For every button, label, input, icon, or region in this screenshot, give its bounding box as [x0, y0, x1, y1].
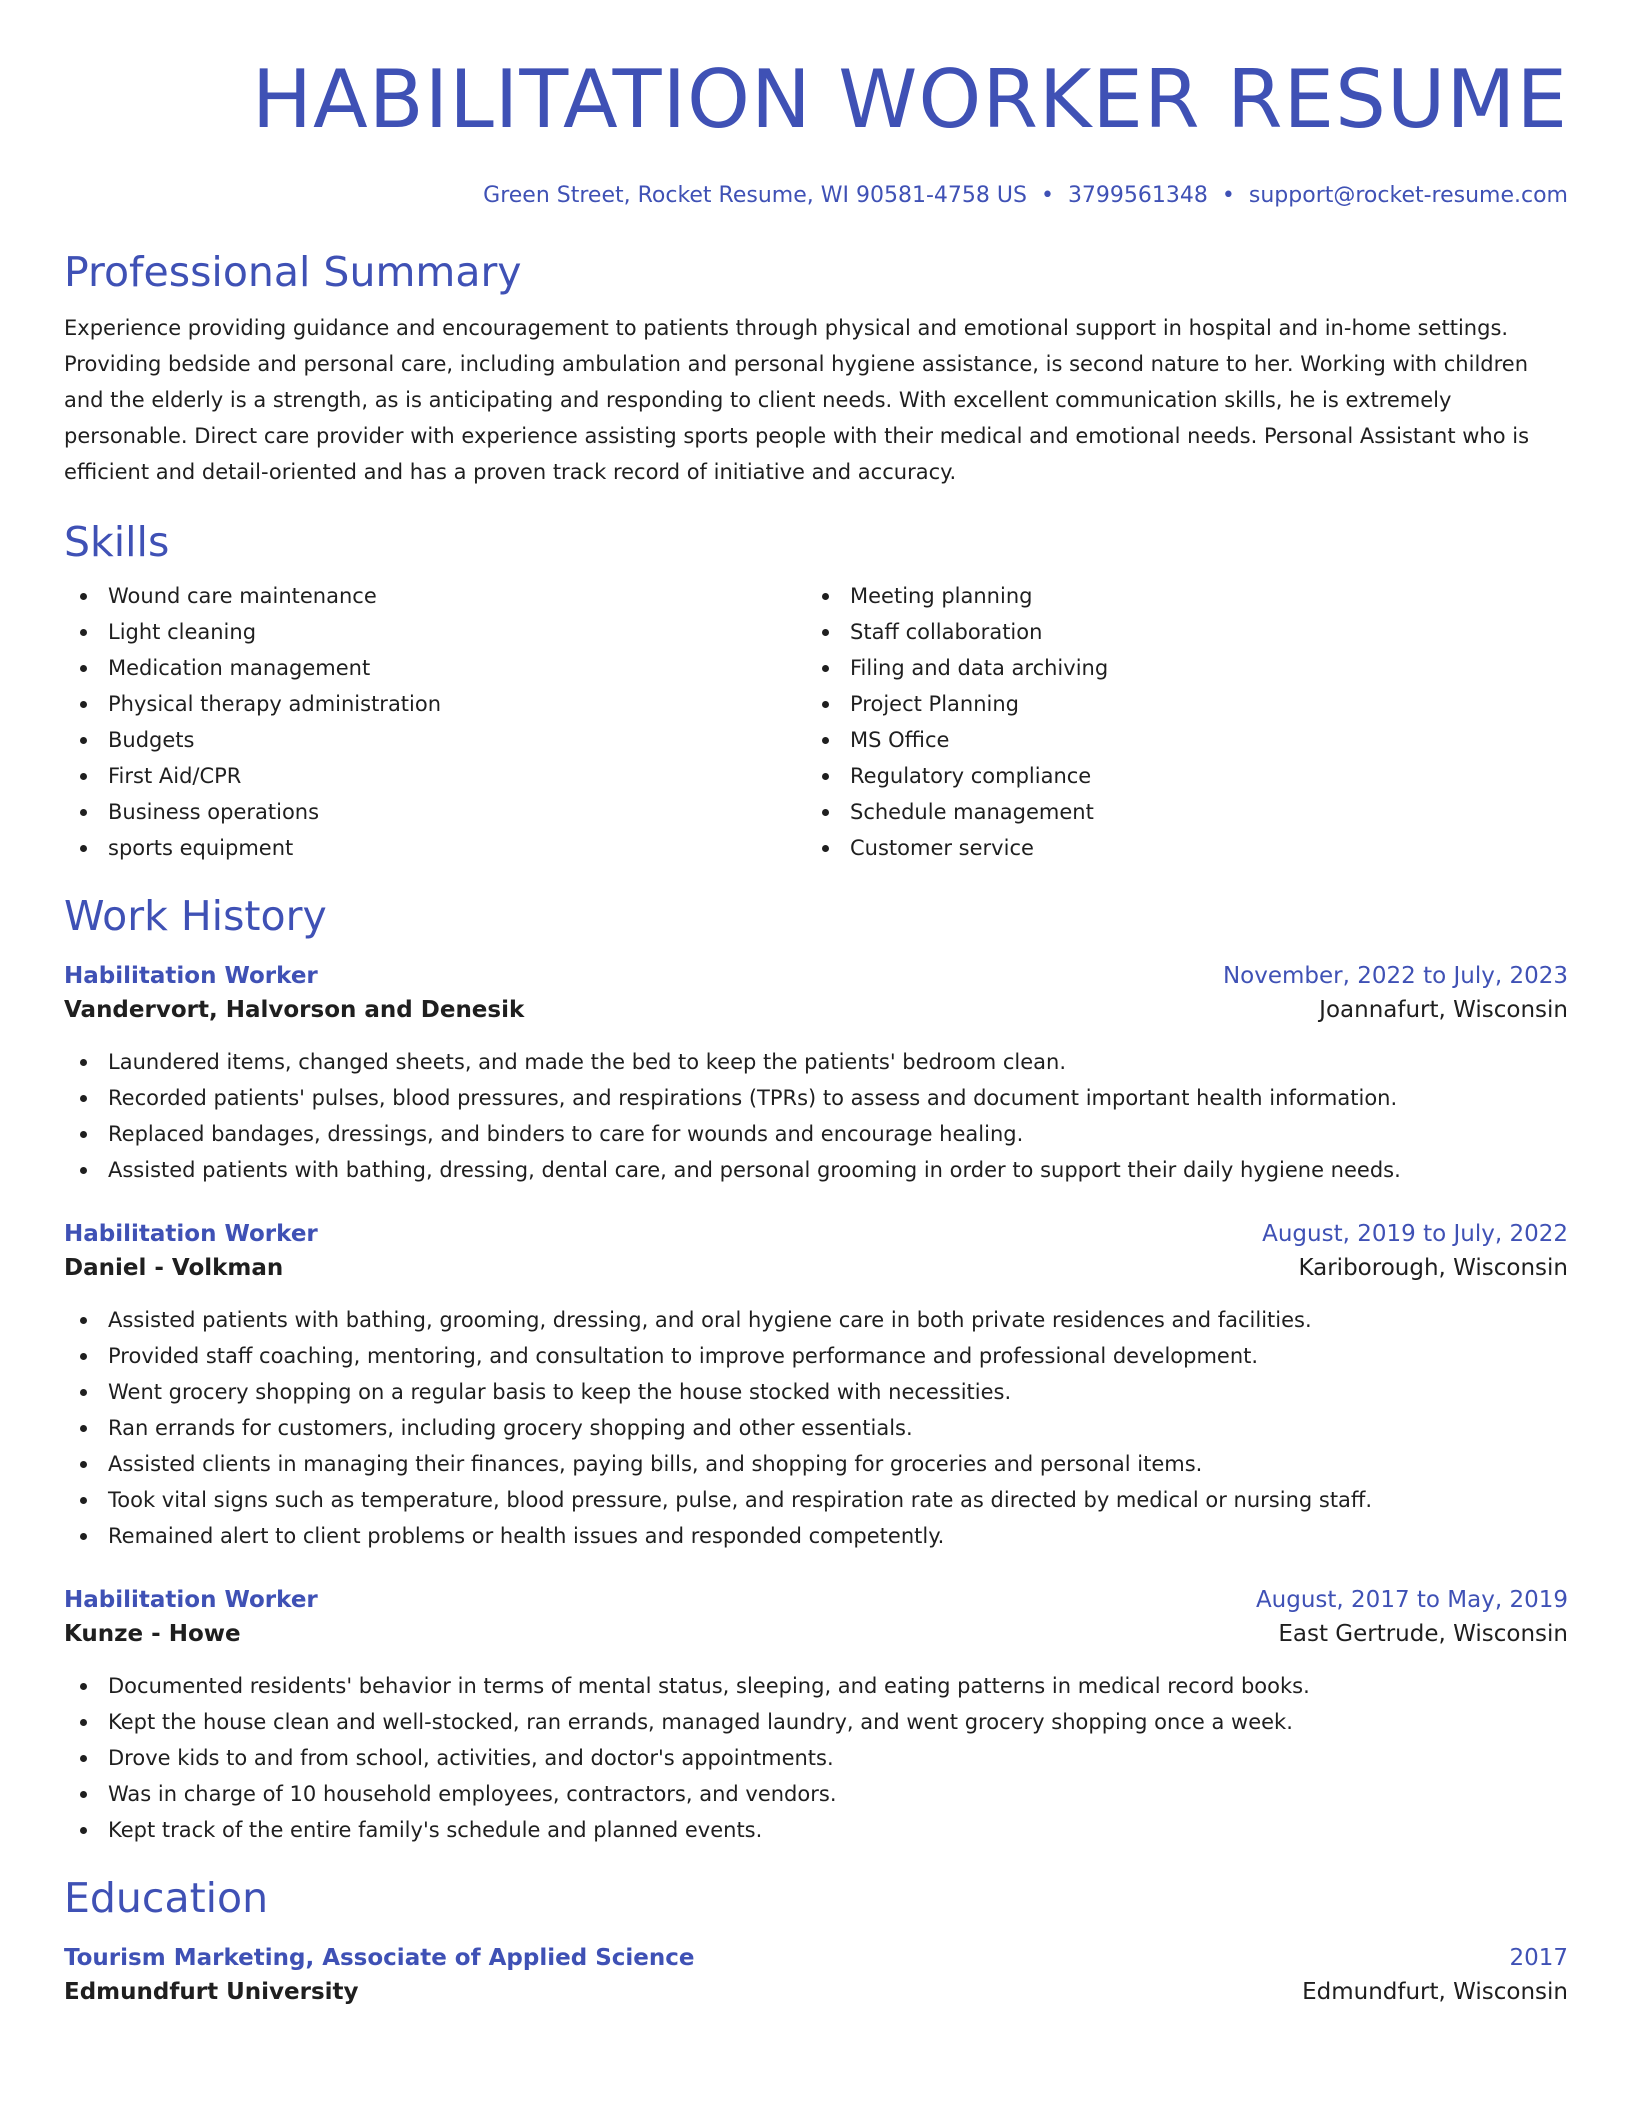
job-dates: August, 2017 to May, 2019 [1255, 1587, 1568, 1613]
summary-section [64, 248, 1568, 490]
job-company-row [64, 1250, 1568, 1286]
contact-address: Green Street, Rocket Resume, WI 90581-4758 US [483, 183, 1027, 208]
resume-header [64, 0, 1568, 210]
job-bullet: Kept the house clean and well-stocked, ran errands, managed laundry, and went grocery shopping once a week. [64, 1704, 1568, 1740]
work-history-heading: Work History [64, 892, 327, 940]
job-title: Habilitation Worker [64, 1221, 318, 1247]
education-degree: Tourism Marketing, Associate of Applied Science [64, 1945, 695, 1971]
education-school-row [64, 1974, 1568, 2010]
resume-title: HABILITATION WORKER RESUME [251, 53, 1568, 146]
job-bullet: Assisted patients with bathing, grooming, dressing, and oral hygiene care in both private residences and facilities. [64, 1302, 1568, 1338]
education-heading: Education [64, 1874, 269, 1922]
job-dates: November, 2022 to July, 2023 [1222, 963, 1568, 989]
skill-item: Schedule management [806, 794, 1568, 830]
contact-separator: • [1040, 183, 1054, 208]
job-company-row [64, 1616, 1568, 1652]
skill-item: Physical therapy administration [64, 686, 806, 722]
job-bullet: Recorded patients' pulses, blood pressures, and respirations (TPRs) to assess and document important health information. [64, 1080, 1568, 1116]
skills-right-list [806, 578, 1568, 866]
job-title: Habilitation Worker [64, 963, 318, 989]
skill-item: Budgets [64, 722, 806, 758]
summary-heading: Professional Summary [64, 248, 522, 296]
education-header-row [64, 1942, 1568, 1974]
skills-columns [64, 578, 1568, 866]
job-bullet: Drove kids to and from school, activities, and doctor's appointments. [64, 1740, 1568, 1776]
contact-line [64, 182, 1568, 210]
skill-item: Filing and data archiving [806, 650, 1568, 686]
education-entry [64, 1942, 1568, 2010]
summary-text: Experience providing guidance and encouragement to patients through physical and emotional support in hospital and in-home settings. Providing bedside and personal care, including ambulation and personal hygiene assistance, is second nature to her. Working with children and the elderly is a strength, as is anticipating and responding to client needs. With excellent communication skills, he is extremely personable. Direct care provider with experience assisting sports people with their medical and emotional needs. Personal Assistant who is efficient and detail-oriented and has a proven track record of initiative and accuracy. [64, 316, 1530, 484]
job-title: Habilitation Worker [64, 1587, 318, 1613]
skill-item: sports equipment [64, 830, 806, 866]
skill-item: Meeting planning [806, 578, 1568, 614]
skills-section [64, 518, 1568, 866]
job-location: East Gertrude, Wisconsin [1278, 1621, 1568, 1647]
job-header-row [64, 960, 1568, 992]
job-bullets [64, 1044, 1568, 1188]
skill-item: MS Office [806, 722, 1568, 758]
skill-item: Staff collaboration [806, 614, 1568, 650]
job-entry [64, 1218, 1568, 1554]
job-header-row [64, 1584, 1568, 1616]
job-header-row [64, 1218, 1568, 1250]
skill-item: Light cleaning [64, 614, 806, 650]
job-bullets [64, 1668, 1568, 1848]
job-bullet: Went grocery shopping on a regular basis to keep the house stocked with necessities. [64, 1374, 1568, 1410]
skill-item: Medication management [64, 650, 806, 686]
job-bullet: Ran errands for customers, including grocery shopping and other essentials. [64, 1410, 1568, 1446]
job-dates: August, 2019 to July, 2022 [1262, 1221, 1568, 1247]
job-bullet: Documented residents' behavior in terms of mental status, sleeping, and eating patterns in medical record books. [64, 1668, 1568, 1704]
skill-item: Project Planning [806, 686, 1568, 722]
job-bullet: Was in charge of 10 household employees, contractors, and vendors. [64, 1776, 1568, 1812]
job-location: Joannafurt, Wisconsin [1319, 997, 1568, 1023]
job-bullet: Assisted patients with bathing, dressing, dental care, and personal grooming in order to support their daily hygiene needs. [64, 1152, 1568, 1188]
job-entry [64, 960, 1568, 1188]
skill-item: Business operations [64, 794, 806, 830]
education-school: Edmundfurt University [64, 1979, 359, 2005]
job-bullets [64, 1302, 1568, 1554]
contact-email: support@rocket-resume.com [1248, 183, 1568, 208]
job-bullet: Remained alert to client problems or health issues and responded competently. [64, 1518, 1568, 1554]
job-company: Daniel - Volkman [64, 1255, 284, 1281]
job-bullet: Assisted clients in managing their finances, paying bills, and shopping for groceries and personal items. [64, 1446, 1568, 1482]
contact-separator: • [1221, 183, 1235, 208]
job-location: Kariborough, Wisconsin [1298, 1255, 1568, 1281]
contact-phone: 3799561348 [1067, 183, 1208, 208]
job-bullet: Kept track of the entire family's schedule and planned events. [64, 1812, 1568, 1848]
education-section [64, 1874, 1568, 2010]
job-bullet: Replaced bandages, dressings, and binders to care for wounds and encourage healing. [64, 1116, 1568, 1152]
work-history-section [64, 892, 1568, 1848]
skills-left-list [64, 578, 806, 866]
job-bullet: Provided staff coaching, mentoring, and consultation to improve performance and professional development. [64, 1338, 1568, 1374]
job-company: Kunze - Howe [64, 1621, 241, 1647]
skill-item: Customer service [806, 830, 1568, 866]
job-entry [64, 1584, 1568, 1848]
job-bullet: Laundered items, changed sheets, and made the bed to keep the patients' bedroom clean. [64, 1044, 1568, 1080]
skill-item: First Aid/CPR [64, 758, 806, 794]
job-company-row [64, 992, 1568, 1028]
job-bullet: Took vital signs such as temperature, blood pressure, pulse, and respiration rate as directed by medical or nursing staff. [64, 1482, 1568, 1518]
skill-item: Regulatory compliance [806, 758, 1568, 794]
skills-heading: Skills [64, 518, 170, 566]
skill-item: Wound care maintenance [64, 578, 806, 614]
job-company: Vandervort, Halvorson and Denesik [64, 997, 525, 1023]
education-location: Edmundfurt, Wisconsin [1302, 1979, 1568, 2005]
education-year: 2017 [1509, 1945, 1568, 1971]
